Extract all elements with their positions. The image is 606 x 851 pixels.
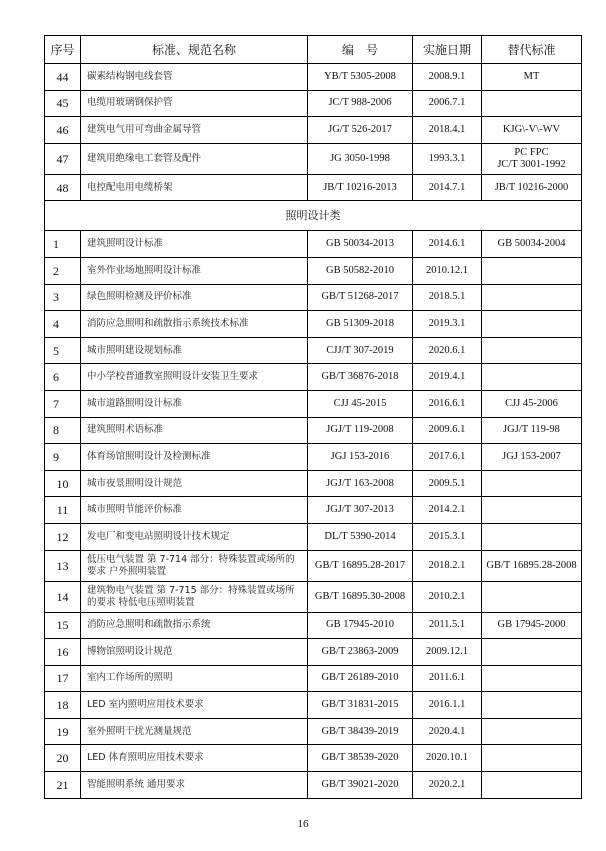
row-code: GB/T 51268-2017 [308,284,413,311]
row-replaced [482,772,582,799]
table-row [45,337,582,364]
table-row [45,417,582,444]
table-row [45,772,582,799]
table-row [45,470,582,497]
row-date: 2016.1.1 [413,692,482,719]
row-name: 城市照明节能评价标准 [81,497,308,524]
row-date: 2018.2.1 [413,550,482,581]
row-seq: 16 [45,639,81,666]
row-code: JGJ 153-2016 [308,444,413,471]
table-row [45,364,582,391]
row-name: 建筑用绝缘电工套管及配件 [81,143,308,174]
row-replaced [482,639,582,666]
row-name: 智能照明系统 通用要求 [81,772,308,799]
table-row [45,231,582,258]
row-name: 碳素结构钢电线套管 [81,64,308,91]
table-row [45,117,582,144]
row-name: 低压电气装置 第 7-714 部分：特殊装置或场所的要求 户外照明装置 [81,550,308,581]
row-date: 2009.12.1 [413,639,482,666]
row-seq: 6 [45,364,81,391]
row-code: JGJ/T 163-2008 [308,470,413,497]
row-name: 博物馆照明设计规范 [81,639,308,666]
row-code: YB/T 5305-2008 [308,64,413,91]
row-date: 2020.6.1 [413,337,482,364]
row-replaced: KJG\-V\-WV [482,117,582,144]
table-row [45,523,582,550]
row-name: 建筑照明术语标准 [81,417,308,444]
row-code: GB 17945-2010 [308,612,413,639]
row-code: CJJ 45-2015 [308,390,413,417]
row-seq: 7 [45,390,81,417]
row-code: GB 51309-2018 [308,311,413,338]
row-name: 发电厂和变电站照明设计技术规定 [81,523,308,550]
row-date: 2020.2.1 [413,772,482,799]
row-date: 2016.6.1 [413,390,482,417]
row-seq: 10 [45,470,81,497]
row-code: GB/T 39021-2020 [308,772,413,799]
row-replaced [482,692,582,719]
row-date: 2011.6.1 [413,665,482,692]
header-seq: 序号 [45,36,81,64]
row-name: 城市照明建设规划标准 [81,337,308,364]
row-seq: 11 [45,497,81,524]
row-replaced: GB 50034-2004 [482,231,582,258]
row-seq: 17 [45,665,81,692]
row-name: 体育场馆照明设计及检测标准 [81,444,308,471]
row-seq: 2 [45,257,81,284]
row-date: 2010.12.1 [413,257,482,284]
row-name: LED 室内照明应用技术要求 [81,692,308,719]
row-date: 1993.3.1 [413,143,482,174]
table-row [45,257,582,284]
row-name: 绿色照明检测及评价标准 [81,284,308,311]
row-code: JG/T 526-2017 [308,117,413,144]
row-date: 2010.2.1 [413,581,482,612]
row-code: GB/T 26189-2010 [308,665,413,692]
table-row [45,284,582,311]
row-seq: 14 [45,581,81,612]
row-code: GB/T 38539-2020 [308,745,413,772]
row-seq: 4 [45,311,81,338]
table-row [45,639,582,666]
row-date: 2014.7.1 [413,174,482,201]
row-code: DL/T 5390-2014 [308,523,413,550]
section-title: 照明设计类 [45,201,582,231]
standards-table [44,35,582,799]
row-name: 城市夜景照明设计规范 [81,470,308,497]
row-replaced [482,718,582,745]
table-body-top [45,64,582,201]
row-date: 2020.4.1 [413,718,482,745]
header-replaced: 替代标准 [482,36,582,64]
row-code: JB/T 10216-2013 [308,174,413,201]
row-date: 2017.6.1 [413,444,482,471]
row-replaced: CJJ 45-2006 [482,390,582,417]
table-row [45,745,582,772]
row-replaced [482,284,582,311]
row-date: 2008.9.1 [413,64,482,91]
row-name: 建筑电气用可弯曲金属导管 [81,117,308,144]
header-code: 编 号 [308,36,413,64]
row-name: 电控配电用电缆桥架 [81,174,308,201]
row-replaced [482,497,582,524]
row-date: 2011.5.1 [413,612,482,639]
row-name: 城市道路照明设计标准 [81,390,308,417]
row-date: 2014.6.1 [413,231,482,258]
row-seq: 44 [45,64,81,91]
row-date: 2019.4.1 [413,364,482,391]
table-row [45,174,582,201]
row-code: JC/T 988-2006 [308,90,413,117]
row-date: 2018.5.1 [413,284,482,311]
row-seq: 3 [45,284,81,311]
row-code: GB/T 23863-2009 [308,639,413,666]
table-body-lighting [45,231,582,798]
row-seq: 48 [45,174,81,201]
row-replaced [482,665,582,692]
row-code: GB/T 16895.30-2008 [308,581,413,612]
table-row [45,311,582,338]
row-replaced [482,745,582,772]
row-code: GB/T 16895.28-2017 [308,550,413,581]
row-name: 室外作业场地照明设计标准 [81,257,308,284]
row-date: 2006.7.1 [413,90,482,117]
row-code: GB/T 36876-2018 [308,364,413,391]
row-seq: 19 [45,718,81,745]
row-code: GB 50034-2013 [308,231,413,258]
row-code: GB 50582-2010 [308,257,413,284]
row-name: 室外照明干扰光测量规范 [81,718,308,745]
row-replaced: JGJ 153-2007 [482,444,582,471]
row-seq: 15 [45,612,81,639]
row-replaced [482,90,582,117]
row-replaced [482,311,582,338]
row-replaced: JB/T 10216-2000 [482,174,582,201]
table-row [45,665,582,692]
table-row [45,390,582,417]
row-name: 建筑照明设计标准 [81,231,308,258]
row-date: 2014.2.1 [413,497,482,524]
table-row [45,718,582,745]
row-name: 消防应急照明和疏散指示系统 [81,612,308,639]
row-code: GB/T 31831-2015 [308,692,413,719]
row-seq: 20 [45,745,81,772]
row-name: 电缆用玻璃钢保护管 [81,90,308,117]
row-code: JGJ/T 307-2013 [308,497,413,524]
table-row [45,143,582,174]
row-seq: 21 [45,772,81,799]
row-replaced: PC FPC JC/T 3001-1992 [482,143,582,174]
table-row [45,612,582,639]
row-date: 2018.4.1 [413,117,482,144]
table-row [45,497,582,524]
row-name: 室内工作场所的照明 [81,665,308,692]
row-seq: 13 [45,550,81,581]
page-number: 16 [297,818,309,830]
table-row [45,444,582,471]
row-replaced: JGJ/T 119-98 [482,417,582,444]
row-replaced [482,337,582,364]
table-row [45,90,582,117]
row-date: 2020.10.1 [413,745,482,772]
row-code: JG 3050-1998 [308,143,413,174]
row-seq: 5 [45,337,81,364]
row-date: 2015.3.1 [413,523,482,550]
row-replaced [482,257,582,284]
header-date: 实施日期 [413,36,482,64]
header-name: 标准、规范名称 [81,36,308,64]
row-date: 2019.3.1 [413,311,482,338]
table-row [45,692,582,719]
table-row [45,64,582,91]
row-seq: 45 [45,90,81,117]
table-row [45,550,582,581]
row-code: GB/T 38439-2019 [308,718,413,745]
row-name: 消防应急照明和疏散指示系统技术标准 [81,311,308,338]
row-date: 2009.5.1 [413,470,482,497]
row-replaced: GB/T 16895.28-2008 [482,550,582,581]
row-code: CJJ/T 307-2019 [308,337,413,364]
table-row [45,581,582,612]
row-replaced [482,581,582,612]
row-code: JGJ/T 119-2008 [308,417,413,444]
section-header [45,201,582,231]
row-seq: 46 [45,117,81,144]
row-name: LED 体育照明应用技术要求 [81,745,308,772]
row-replaced: MT [482,64,582,91]
row-replaced [482,470,582,497]
row-seq: 12 [45,523,81,550]
row-seq: 1 [45,231,81,258]
row-seq: 8 [45,417,81,444]
row-seq: 47 [45,143,81,174]
row-seq: 18 [45,692,81,719]
table-header-row [45,36,582,64]
row-seq: 9 [45,444,81,471]
row-date: 2009.6.1 [413,417,482,444]
row-name: 建筑物电气装置 第 7-715 部分：特殊装置或场所的要求 特低电压照明装置 [81,581,308,612]
row-replaced: GB 17945-2000 [482,612,582,639]
row-replaced [482,523,582,550]
row-name: 中小学校普通教室照明设计安装卫生要求 [81,364,308,391]
row-replaced [482,364,582,391]
